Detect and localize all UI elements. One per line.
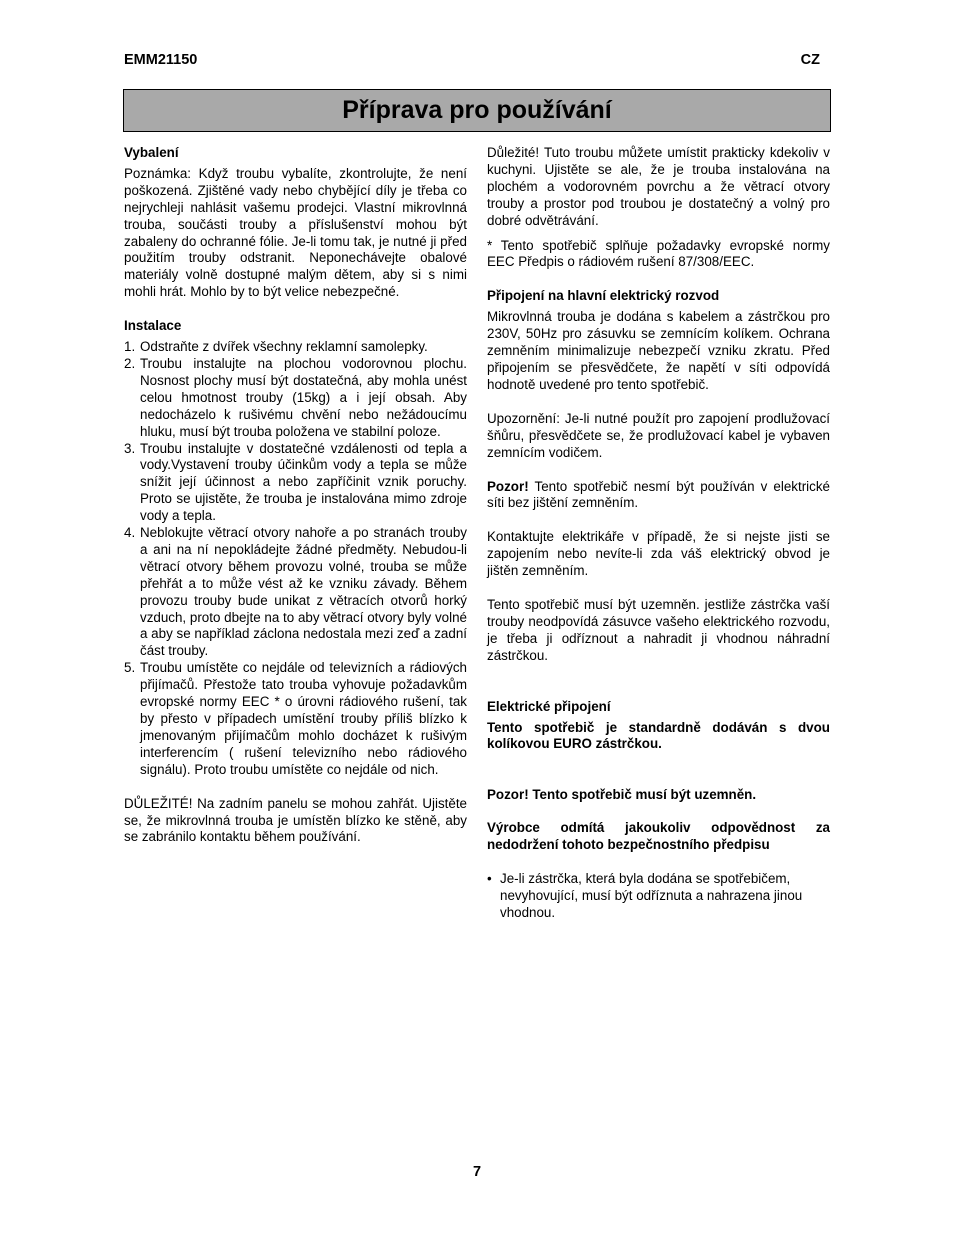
mains-text: Mikrovlnná trouba je dodána s kabelem a zástrčkou pro 230V, 50Hz pro zásuvku se zemnícím kolíkem. Ochrana zemněním minimalizuje nebezpečí vzniku zkratu. Před připojením se přesvědčete, že napětí v síti odpovídá hodnotě uvedené pro tento spotřebič. [487,309,830,392]
page-number: 7 [472,1164,482,1180]
section-title: Příprava pro používání [342,96,612,124]
electric-connection-heading: Elektrické připojení [487,698,611,714]
install-item-number: 4. [124,525,136,541]
model-number: EMM21150 [124,52,198,68]
earthing-text: Tento spotřebič musí být uzemněn. jestliže zástrčka vaší trouby neodpovídá zásuvce vašeho elektrického rozvodu, je třeba ji odříznout a nahradit ji vhodnou náhradní zástrčkou. [487,597,830,663]
install-item [124,356,467,441]
install-item-text: Troubu instalujte na plochou vodorovnou plochu. Nosnost plochy musí být dostatečná, aby mohla unést celou hmotnost trouby (15kg) a i její obsah. Aby nedocházelo k rušivému chvění nebo nežádoucímu hluku, musí být trouba položena ve stabilní poloze. [140,355,467,439]
install-item [124,525,467,660]
install-item-text: Troubu umístěte co nejdále od televizních a rádiových přijímačů. Přestože tato trouba vyhovuje požadavkům evropské normy EEC * o úrovni rádiového rušení, tak by přesto v případech umístění trouby příliš blízko k jmenovaným přijímačům mohlo docházet k rušivým interferencím ( rušení televizního nebo rádiového signálu). Proto troubu umístěte co nejdále od nich. [140,660,467,777]
install-item [124,441,467,526]
install-item-text: Odstraňte z dvířek všechny reklamní samolepky. [140,339,428,355]
left-column [124,145,467,846]
euro-plug-notice: Tento spotřebič je standardně dodáván s dvou kolíkovou EURO zástrčkou. [487,719,830,752]
extension-warning: Upozornění: Je-li nutné použít pro zapojení prodlužovací šňůru, přesvědčete se, že prodlužovací kabel je vybaven zemnícím vodičem. [487,410,830,460]
install-item [124,339,467,356]
install-item-number: 1. [124,339,136,355]
install-item-number: 3. [124,440,136,456]
unpacking-text: Poznámka: Když troubu vybalíte, zkontrolujte, že není poškozená. Zjištěné vady nebo chybějící díly je třeba co nejrychleji nahlásit vašemu prodejci. Vlastní mikrovlnná trouba, součásti trouby a příslušenství mohou být zabaleny do ochranné fólie. Je-li tomu tak, je nutné ji před použitím trouby odstranit. Neponechávejte obalové materiály volně dostupné malým dětem, aby si s nimi mohli hrát. Mohlo by to být velice nebezpečné. [124,165,467,300]
caution-paragraph [487,479,830,513]
bullet-item [487,871,830,922]
install-list [124,339,467,779]
unpacking-heading: Vybalení [124,145,179,160]
bullet-text: Je-li zástrčka, která byla dodána se spotřebičem, nevyhovující, musí být odříznuta a nahrazena jinou vhodnou. [500,871,803,920]
bullet-dot: • [487,871,492,887]
right-column [487,145,830,922]
install-item-text: Neblokujte větrací otvory nahoře a po stranách trouby a ani na ní nepokládejte žádné předměty. Nebudou-li větrací otvory během provozu volné, trouba se může přehřát a to může vést až ke vzniku závady. Během provozu trouby bude unikat z větracích otvorů horký vzduch, proto dbejte na to aby větrací otvory byly volné a aby se například záclona nedostala mezi zeď a zadní část trouby. [140,525,467,659]
install-item [124,660,467,778]
mains-heading: Připojení na hlavní elektrický rozvod [487,288,720,304]
important-notice-right: Důležité! Tuto troubu můžete umístit prakticky kdekoliv v kuchyni. Ujistěte se ale, že je trouba instalována na plochém a vodorovném povrchu a že větrací otvory trouby a prostor pod troubou je dostatečný a volný pro dobré odvětrávání. [487,145,830,228]
language-code: CZ [800,52,820,68]
install-item-number: 2. [124,355,136,371]
install-item-number: 5. [124,660,136,676]
manufacturer-disclaimer: Výrobce odmítá jakoukoliv odpovědnost za nedodržení tohoto bezpečnostního předpisu [487,820,830,853]
caution-text: Tento spotřebič nesmí být používán v elektrické síti bez jištění zemněním. [487,478,830,511]
install-heading: Instalace [124,318,182,334]
install-item-text: Troubu instalujte v dostatečné vzdálenosti od tepla a vody.Vystavení trouby účinkům vody a tepla se může snížit její účinnost a nebo zapříčinit vznik poruchy. Proto se ujistěte, že trouba je instalována mimo zdroje vody a tepla. [140,440,467,524]
plug-bullet-list [487,871,830,922]
earthed-warning: Pozor! Tento spotřebič musí být uzemněn. [487,787,757,803]
section-title-box [123,89,831,132]
caution-label: Pozor! [487,478,529,494]
contact-electrician-text: Kontaktujte elektrikáře v případě, že si nejste jisti se zapojením nebo nevíte-li zda váš elektrický obvod je jištěn zemněním. [487,529,830,579]
eec-note: * Tento spotřebič splňuje požadavky evropské normy EEC Předpis o rádiovém rušení 87/308/EEC. [487,237,830,270]
important-notice-left: DŮLEŽITÉ! Na zadním panelu se mohou zahřát. Ujistěte se, že mikrovlnná trouba je umístěn blízko ke stěně, aby se zabránilo kontaktu během používání. [124,795,467,845]
